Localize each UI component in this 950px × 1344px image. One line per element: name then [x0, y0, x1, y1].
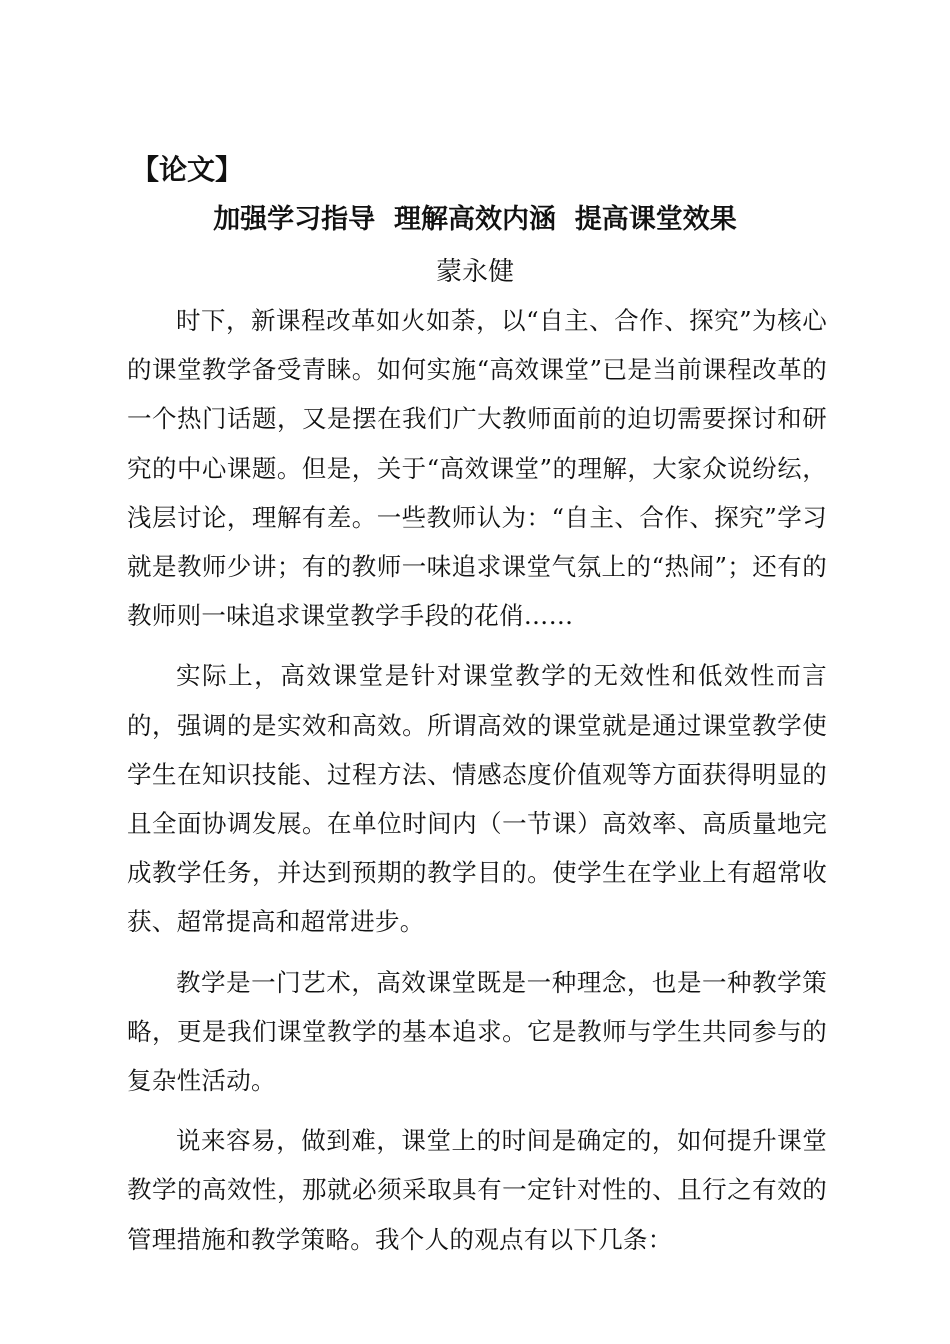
paragraph-3: 教学是一门艺术，高效课堂既是一种理念，也是一种教学策略，更是我们课堂教学的基本追求。它是教师与学生共同参与的复杂性活动。: [127, 967, 827, 1096]
paragraph-1: 时下，新课程改革如火如荼，以“自主、合作、探究”为核心的课堂教学备受青睐。如何实施“高效课堂”已是当前课程改革的一个热门话题，又是摆在我们广大教师面前的迫切需要探讨和研究的中心课题。但是，关于“高效课堂”的理解，大家众说纷纭，浅层讨论，理解有差。一些教师认为：“自主、合作、探究”学习就是教师少讲；有的教师一味追求课堂气氛上的“热闹”；还有的教师则一味追求课堂教学手段的花俏……: [127, 306, 827, 631]
body-text: [127, 296, 827, 1275]
category-label: 【论文】: [131, 153, 244, 186]
author-name: 蒙永健: [435, 257, 514, 287]
paragraph-2: 实际上，高效课堂是针对课堂教学的无效性和低效性而言的，强调的是实效和高效。所谓高效的课堂就是通过课堂教学使学生在知识技能、过程方法、情感态度价值观等方面获得明显的且全面协调发展。在单位时间内（一节课）高效率、高质量地完成教学任务，并达到预期的教学目的。使学生在学业上有超常收获、超常提高和超常进步。: [127, 661, 827, 937]
document-title: 加强学习指导 理解高效内涵 提高课堂效果: [213, 204, 737, 235]
paragraph-4: 说来容易，做到难，课堂上的时间是确定的，如何提升课堂教学的高效性，那就必须采取具有一定针对性的、且行之有效的管理措施和教学策略。我个人的观点有以下几条：: [127, 1126, 827, 1254]
